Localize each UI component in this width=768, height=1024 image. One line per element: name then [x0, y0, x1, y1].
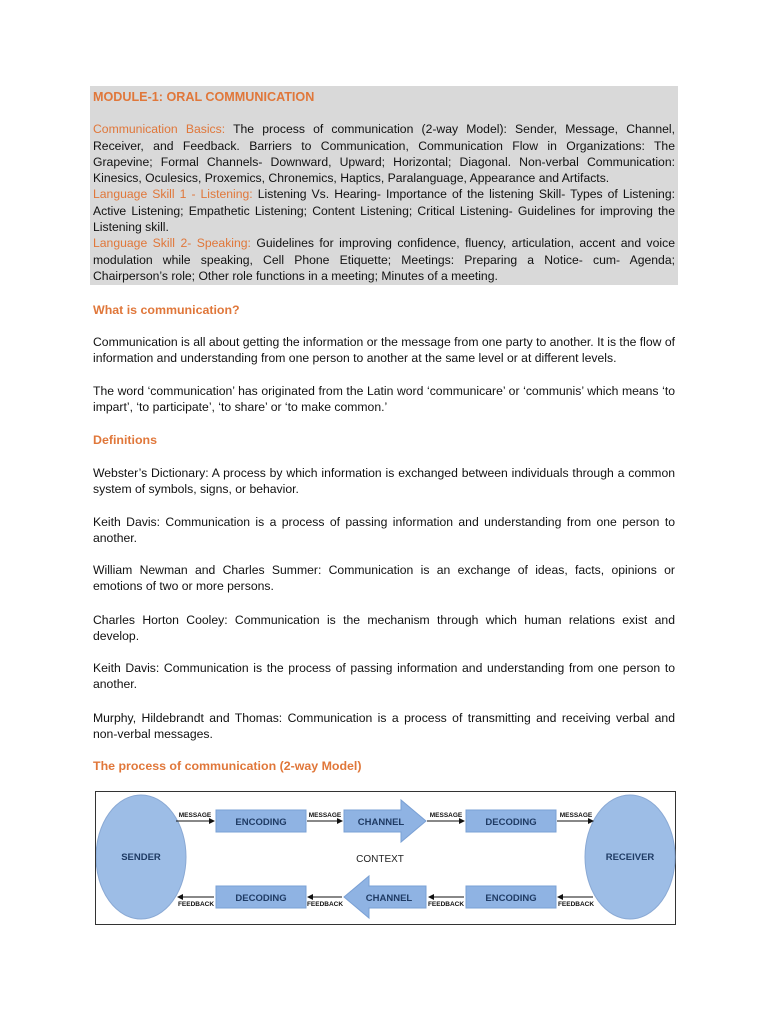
- skill1-label: Language Skill 1 - Listening:: [93, 187, 253, 202]
- sender-label: SENDER: [121, 852, 161, 863]
- communication-basics-paragraph: [93, 121, 675, 186]
- definition-item: William Newman and Charles Summer: Communication is an exchange of ideas, facts, opinions or emotions of two or more persons.: [93, 563, 675, 594]
- feedback-label: FEEDBACK: [177, 901, 215, 908]
- skill2-label: Language Skill 2- Speaking:: [93, 236, 251, 251]
- message-label: MESSAGE: [308, 812, 342, 819]
- top-decoding-label: DECODING: [485, 817, 537, 828]
- skill2-text: Guidelines for improving confidence, fluency, articulation, accent and voice modulation while speaking, Cell Phone Etiquette; Meetings: Preparing a Notice- cum- Agenda; Chairperson’s role; Other role functions in a meeting; Minutes of a meeting.: [93, 236, 675, 283]
- basics-text: The process of communication (2-way Model): Sender, Message, Channel, Receiver, and Feedback. Barriers to Communication, Communication Flow in Organizations: The Grapevine; Formal Channels- Downward, Upward; Horizontal; Diagonal. Non-verbal Communication: Kinesics, Oculesics, Proxemics, Chronemics, Haptics, Paralanguage, Appearance and Artifacts.: [93, 122, 676, 186]
- speaking-skill-paragraph: [93, 235, 675, 284]
- top-encoding-label: ENCODING: [235, 817, 287, 828]
- receiver-label: RECEIVER: [605, 852, 655, 863]
- definition-item: Charles Horton Cooley: Communication is the mechanism through which human relations exist and develop.: [93, 613, 675, 644]
- skill1-text: Listening Vs. Hearing- Importance of the listening Skill- Types of Listening: Active Listening; Empathetic Listening; Content Listening; Critical Listening- Guidelines for improving the Listening skill.: [93, 187, 675, 235]
- process-heading: The process of communication (2-way Model): [93, 759, 362, 773]
- bottom-channel-label: CHANNEL: [365, 893, 413, 904]
- module-title: MODULE-1: ORAL COMMUNICATION: [93, 90, 315, 104]
- what-is-heading: What is communication?: [93, 303, 240, 317]
- bottom-decoding-label: DECODING: [235, 893, 287, 904]
- process-diagram-svg: [96, 792, 677, 926]
- what-is-paragraph-1: Communication is all about getting the information or the message from one party to another. It is the flow of information and understanding from one person to another at the same level or at different levels.: [93, 335, 675, 366]
- definition-item: Murphy, Hildebrandt and Thomas: Communication is a process of transmitting and receiving verbal and non-verbal messages.: [93, 711, 675, 742]
- module-summary: [93, 89, 675, 284]
- message-label: MESSAGE: [178, 812, 212, 819]
- what-is-paragraph-2: The word ‘communication’ has originated from the Latin word ‘communicare’ or ‘communis’ which means ‘to impart’, ‘to participate’, ‘to share’ or ‘to make common.’: [93, 384, 675, 415]
- definition-item: Webster’s Dictionary: A process by which information is exchanged between individuals through a common system of symbols, signs, or behavior.: [93, 466, 675, 497]
- communication-process-diagram: [95, 791, 676, 925]
- bottom-encoding-label: ENCODING: [485, 893, 537, 904]
- listening-skill-paragraph: [93, 186, 675, 235]
- message-label: MESSAGE: [429, 812, 463, 819]
- top-channel-label: CHANNEL: [357, 817, 405, 828]
- feedback-label: FEEDBACK: [427, 901, 465, 908]
- message-label: MESSAGE: [559, 812, 593, 819]
- basics-label: Communication Basics:: [93, 122, 226, 137]
- context-label: CONTEXT: [356, 854, 404, 865]
- feedback-label: FEEDBACK: [557, 901, 595, 908]
- definition-item: Keith Davis: Communication is a process of passing information and understanding from one person to another.: [93, 515, 675, 546]
- definitions-heading: Definitions: [93, 433, 158, 447]
- feedback-label: FEEDBACK: [306, 901, 344, 908]
- definition-item: Keith Davis: Communication is the process of passing information and understanding from one person to another.: [93, 661, 675, 692]
